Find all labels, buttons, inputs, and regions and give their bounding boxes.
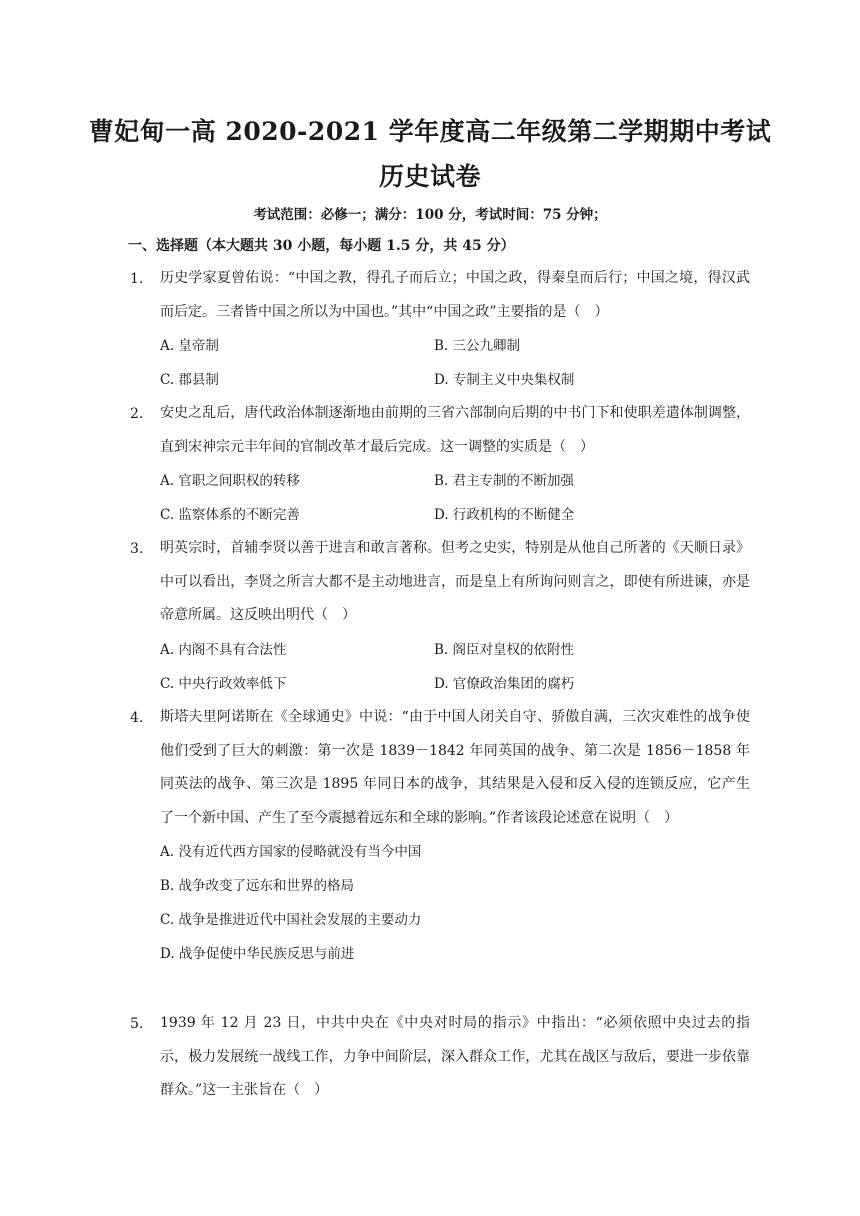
option-c: C. 监察体系的不断完善 [160, 507, 300, 523]
question-options [160, 334, 750, 402]
option-d: D. 专制主义中央集权制 [434, 372, 575, 388]
question-4 [130, 710, 750, 980]
option-c: C. 战争是推进近代中国社会发展的主要动力 [160, 912, 422, 928]
question-number: 5. [130, 1016, 144, 1032]
option-b: B. 战争改变了远东和世界的格局 [160, 878, 355, 894]
question-text: 历史学家夏曾佑说：“中国之教，得孔子而后立；中国之政，得秦皇而后行；中国之境，得汉武而后定。三者皆中国之所以为中国也。”其中“中国之政”主要指的是（ ） [160, 270, 750, 320]
question-number: 2. [130, 406, 144, 422]
question-options [160, 840, 750, 976]
option-b: B. 阁臣对皇权的依附性 [434, 641, 575, 658]
question-text: 明英宗时，首辅李贤以善于进言和敢言著称。但考之史实，特别是从他自己所著的《天顺日录》中可以看出，李贤之所言大都不是主动地进言，而是皇上有所询问则言之，即使有所进谏，亦是帝意所属。这反映出明代（ ） [160, 540, 750, 623]
option-a: A. 内阁不具有合法性 [160, 641, 287, 658]
option-c: C. 郡县制 [160, 372, 219, 388]
question-options [160, 638, 750, 706]
question-options [160, 469, 750, 537]
question-number: 4. [130, 710, 144, 726]
option-c: C. 中央行政效率低下 [160, 675, 287, 692]
option-d: D. 官僚政治集团的腐朽 [434, 675, 575, 692]
option-a: A. 官职之间职权的转移 [160, 473, 300, 489]
option-b: B. 君主专制的不断加强 [434, 473, 575, 489]
question-text: 安史之乱后，唐代政治体制逐渐地由前期的三省六部制向后期的中书门下和使职差遣体制调整，直到宋神宗元丰年间的官制改革才最后完成。这一调整的实质是（ ） [160, 405, 750, 455]
option-a: A. 皇帝制 [160, 338, 219, 354]
option-a: A. 没有近代西方国家的侵略就没有当今中国 [160, 844, 422, 860]
question-1 [130, 271, 750, 406]
exam-title: 曹妃甸一高 2020-2021 学年度高二年级第二学期期中考试 [88, 117, 772, 146]
option-d: D. 战争促使中华民族反思与前进 [160, 946, 355, 962]
exam-info: 考试范围：必修一；满分：100 分，考试时间：75 分钟； [253, 207, 607, 223]
question-text: 1939 年 12 月 23 日，中共中央在《中央对时局的指示》中指出：“必须依照中央过去的指示，极力发展统一战线工作，力争中间阶层，深入群众工作，尤其在战区与敌后，要进一步依靠群众。”这一主张旨在（ ） [160, 1015, 750, 1098]
option-b: B. 三公九卿制 [434, 338, 521, 354]
question-number: 3. [130, 541, 144, 557]
question-5 [130, 1016, 750, 1117]
section-heading: 一、选择题（本大题共 30 小题，每小题 1.5 分，共 45 分） [128, 238, 515, 254]
question-3 [130, 541, 750, 710]
question-text: 斯塔夫里阿诺斯在《全球通史》中说：“由于中国人闭关自守、骄傲自满，三次灾难性的战争使他们受到了巨大的刺激：第一次是 1839－1842 年同英国的战争、第二次是 1856－1858 年同英法的战争、第三次是 1895 年同日本的战争，其结果是入侵和反入侵的连锁反应，它产生了一个新中国、产生了至今震撼着远东和全球的影响。”作者该段论述意在说明（ ） [160, 709, 750, 826]
question-2 [130, 406, 750, 541]
question-number: 1. [130, 271, 144, 287]
exam-subject-title: 历史试卷 [378, 162, 481, 191]
option-d: D. 行政机构的不断健全 [434, 507, 575, 523]
